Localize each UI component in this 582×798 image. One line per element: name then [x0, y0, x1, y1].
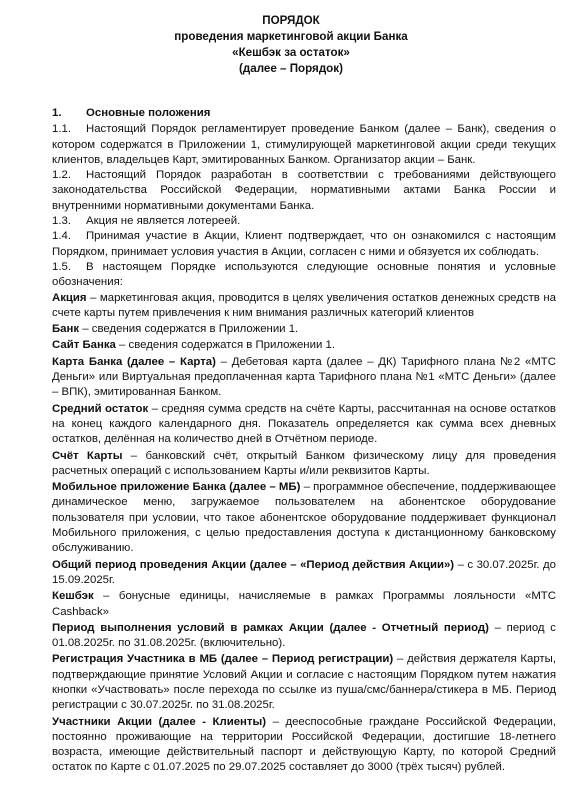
definition-bank-site [52, 338, 556, 353]
definition-term: Кешбэк [52, 590, 94, 603]
definition-text: – действия держателя Карты, подтверждающие принятие Условий Акции и согласие с настоящим Порядком путем нажатия кнопки «Участвовать» после перехода по ссылке из пуша/смс/баннера/стикера в МБ. Период регистрации с 30.07.2025г. по 31.08.2025г. [52, 653, 557, 712]
clause-text: В настоящем Порядке используются следующие основные понятия и условные обозначения: [52, 260, 556, 289]
definition-term: Участники Акции (далее - Клиенты) [52, 715, 267, 728]
clause-number: 1.4. [52, 230, 71, 243]
clause-number: 1.3. [52, 215, 71, 228]
definition-participants [52, 715, 556, 776]
definition-text: – средняя сумма средств на счёте Карты, рассчитанная на основе остатков на конец каждого календарного дня. Показатель определяется как сумма всех дневных остатков, делённая на количество дней в Отчётном периоде. [52, 402, 556, 446]
document-body [52, 106, 556, 776]
doc-short-name: (далее – Порядок) [239, 62, 343, 75]
clause-number: 1.1. [52, 123, 71, 136]
clause-number: 1.2. [52, 169, 71, 182]
clause-text: Настоящий Порядок разработан в соответствии с требованиями действующего законодательства Российской Федерации, нормативными актами Банка России и внутренними нормативными документами Банка. [52, 169, 556, 212]
clause-1-1 [52, 122, 556, 168]
definition-term: Карта Банка (далее – Карта) [52, 355, 216, 368]
definition-text: – сведения содержатся в Приложении 1. [79, 323, 299, 336]
definition-average-balance [52, 402, 556, 448]
definition-card-account [52, 449, 556, 480]
definition-text: – сведения содержатся в Приложении 1. [115, 339, 335, 352]
clause-text: Принимая участие в Акции, Клиент подтверждает, что он ознакомился с настоящим Порядком, принимает условия участия в Акции, согласен с ними и обязуется их соблюдать. [52, 230, 556, 258]
definition-text: – период с 01.08.2025г. по 31.08.2025г. (включительно). [52, 621, 556, 650]
definition-mobile-app [52, 480, 556, 556]
clause-text: Настоящий Порядок регламентирует проведение Банком (далее – Банк), сведения о котором содержатся в Приложении 1, стимулирующей маркетинговой акции среди текущих клиентов, владельцев Карт, эмитированных Банком. Организатор акции – Банк. [52, 123, 556, 166]
doc-title: ПОРЯДОК [262, 14, 320, 27]
definition-registration [52, 652, 556, 713]
definition-term: Средний остаток [52, 402, 149, 415]
definition-term: Период выполнения условий в рамках Акции (далее - Отчетный период) [52, 621, 489, 634]
definition-text: – программное обеспечение, поддерживающее динамическое меню, загружаемое пользователем на абонентское оборудование пользователя при условии, что такое абонентское оборудование поддерживает функционал Мобильного приложения, с целью предоставления доступа к дистанционному банковскому обслуживанию. [52, 481, 556, 555]
section-title: Основные положения [86, 107, 211, 119]
definition-text: – с 30.07.2025г. до 15.09.2025г. [52, 558, 556, 586]
clause-1-2 [52, 168, 556, 214]
definition-reporting-period [52, 621, 556, 652]
definition-term: Мобильное приложение Банка (далее – МБ) [52, 481, 301, 494]
clause-1-5 [52, 260, 556, 291]
definition-term: Счёт Карты [52, 449, 123, 462]
definition-term: Общий период проведения Акции (далее – «Период действия Акции») [52, 558, 455, 571]
definition-text: – дееспособные граждане Российской Федерации, постоянно проживающие на территории Российской Федерации, достигшие 18-летнего возраста, имеющие действительный паспорт и действующую Карту, по которой Средний остаток по Карте с 01.07.2025 по 29.07.2025 составляет до 3000 (трёх тысяч) рублей. [52, 715, 556, 774]
definition-term: Банк [52, 323, 80, 336]
definition-card [52, 355, 556, 401]
definition-text: – маркетинговая акция, проводится в целях увеличения остатков денежных средств на счете карты путем привлечения к ним внимания различных категорий клиентов [52, 291, 556, 319]
definition-text: – банковский счёт, открытый Банком физическому лицу для проведения расчетных операций с использованием Карты и/или реквизитов Карты. [52, 449, 556, 477]
definition-term: Сайт Банка [52, 339, 116, 352]
definition-cashback [52, 589, 556, 620]
definition-action-period [52, 558, 556, 589]
doc-subtitle: проведения маркетинговой акции Банка [174, 30, 408, 43]
clause-text: Акция не является лотереей. [86, 215, 241, 228]
section-heading [52, 106, 556, 121]
definition-bank [52, 322, 556, 337]
definition-action [52, 291, 556, 322]
clause-1-3 [52, 214, 556, 229]
definition-text: – Дебетовая карта (далее – ДК) Тарифного плана №2 «МТС Деньги» или Виртуальная предоплаченная карта Тарифного плана №1 «МТС Деньги» (далее – ВПК), эмитированная Банком. [52, 355, 556, 399]
definition-text: – бонусные единицы, начисляемые в рамках Программы лояльности «МТС Cashback» [52, 590, 556, 618]
clause-1-4 [52, 229, 556, 260]
definition-term: Акция [52, 291, 87, 304]
action-name: «Кешбэк за остаток» [232, 46, 350, 59]
definition-term: Регистрация Участника в МБ (далее – Период регистрации) [52, 653, 394, 666]
clause-number: 1.5. [52, 260, 71, 273]
section-number: 1. [52, 107, 62, 119]
